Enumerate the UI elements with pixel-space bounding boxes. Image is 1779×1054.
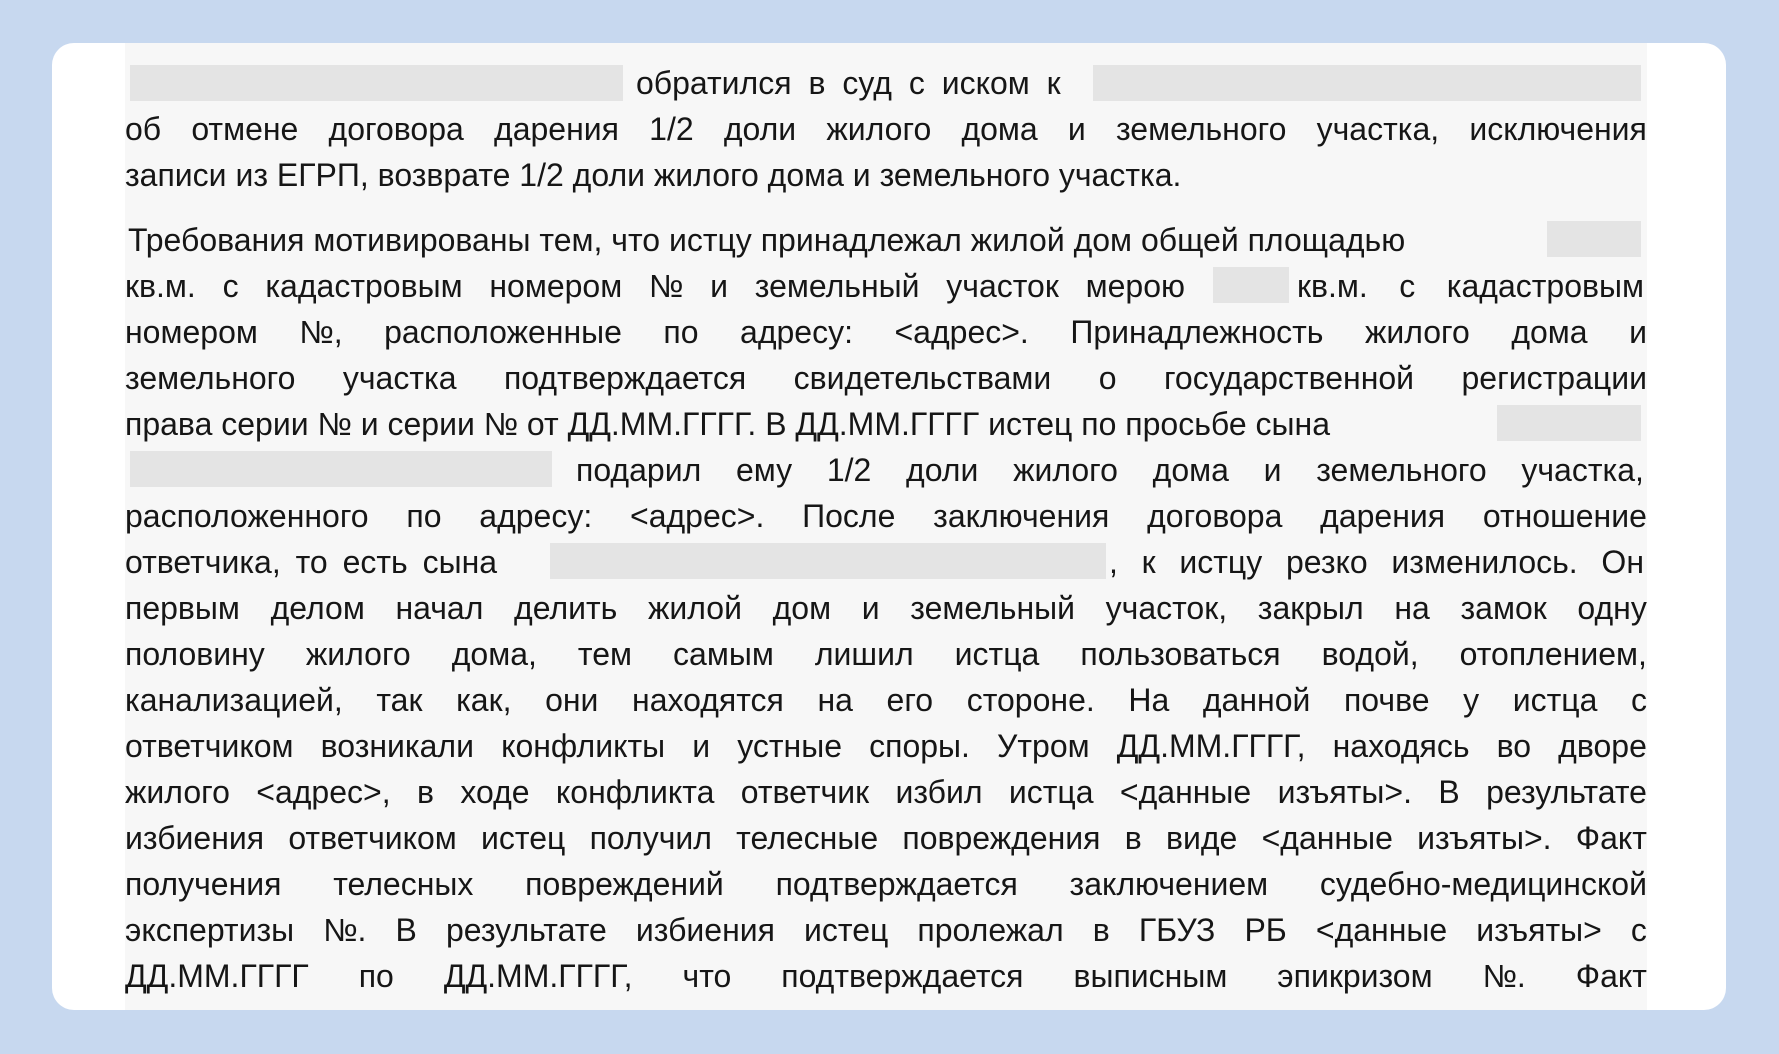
redaction-block	[550, 543, 1106, 579]
word: ему	[735, 452, 793, 488]
word: заключения	[933, 498, 1110, 534]
word: Он	[1601, 544, 1644, 580]
word: ДД.ММ.ГГГГ,	[443, 958, 633, 994]
word: ответчиком	[288, 820, 457, 856]
word: конфликты	[501, 728, 666, 764]
word: и	[692, 728, 711, 764]
word: В	[1438, 774, 1460, 810]
word: отмене	[191, 111, 299, 147]
word: телесные	[736, 820, 879, 856]
word: находятся	[632, 682, 784, 718]
word: истцу	[1179, 544, 1263, 580]
word: ответчиком	[125, 728, 294, 764]
word: в	[1124, 820, 1142, 856]
word: по	[663, 314, 699, 350]
word: тем	[577, 636, 633, 672]
word: кв.м.	[125, 268, 196, 304]
word: земельного	[125, 360, 296, 396]
word: изъяты>.	[1417, 820, 1552, 856]
word: подарил	[576, 452, 702, 488]
word: результате	[1486, 774, 1647, 810]
word: с	[222, 268, 239, 304]
word: самым	[673, 636, 774, 672]
word: ,	[1109, 544, 1118, 580]
word: на	[1394, 590, 1430, 626]
word: кадастровым	[1446, 268, 1644, 304]
word: с	[1630, 682, 1647, 718]
word: устные	[737, 728, 842, 764]
paragraph-2-line-4	[125, 355, 1647, 401]
word: договора	[328, 111, 464, 147]
word: земельный	[910, 590, 1075, 626]
paragraph-2-line-3	[125, 309, 1647, 355]
word: изъяты>.	[1277, 774, 1412, 810]
word: истец	[804, 912, 889, 948]
word: подтверждается	[503, 360, 747, 396]
word: <адрес>.	[630, 498, 765, 534]
word: дом	[772, 590, 832, 626]
word: его	[886, 682, 934, 718]
word: ответчик	[740, 774, 870, 810]
word: После	[802, 498, 896, 534]
word: земельного	[1115, 111, 1287, 147]
word: о	[1098, 360, 1117, 396]
word: договора	[1147, 498, 1283, 534]
word: На	[1128, 682, 1170, 718]
paragraph-2-line-15	[125, 861, 1647, 907]
word: и	[710, 268, 728, 304]
word: что	[682, 958, 732, 994]
word: данной	[1202, 682, 1311, 718]
word: и	[861, 590, 880, 626]
word: номером	[489, 268, 623, 304]
word: они	[545, 682, 599, 718]
paragraph-2-line-13	[125, 769, 1647, 815]
word: земельного	[1316, 452, 1487, 488]
word: участок	[946, 268, 1059, 304]
paragraph-2-line-5: права серии № и серии № от ДД.ММ.ГГГГ. В ДД.ММ.ГГГГ истец по просьбе сына	[125, 406, 1330, 442]
word: подтверждается	[775, 866, 1018, 902]
word: участка	[342, 360, 457, 396]
word: доли	[906, 452, 979, 488]
word: земельный	[754, 268, 920, 304]
word: адресу:	[740, 314, 853, 350]
word: по	[406, 498, 442, 534]
word: №.	[1482, 958, 1526, 994]
paragraph-2-line-11	[125, 677, 1647, 723]
word: участка,	[1316, 111, 1440, 147]
word: повреждения	[902, 820, 1101, 856]
word: адресу:	[479, 498, 593, 534]
word: почве	[1343, 682, 1430, 718]
word: жилой	[647, 590, 742, 626]
word: номером	[125, 314, 258, 350]
paragraph-2-line-9	[125, 585, 1647, 631]
word: ходе	[460, 774, 530, 810]
redaction-block	[1547, 221, 1641, 257]
word: пролежал	[917, 912, 1064, 948]
word: с	[1399, 268, 1416, 304]
word: <адрес>,	[256, 774, 391, 810]
paragraph-2-line-8b	[1109, 539, 1644, 585]
word: РБ	[1244, 912, 1287, 948]
word: мерою	[1085, 268, 1185, 304]
word: и	[1067, 111, 1086, 147]
word: и	[1629, 314, 1647, 350]
word: пользоваться	[1080, 636, 1281, 672]
word: истца	[954, 636, 1040, 672]
paragraph-1-line-2	[125, 106, 1647, 152]
document-text	[125, 43, 1647, 1010]
word: заключением	[1069, 866, 1269, 902]
word: 1/2	[826, 452, 872, 488]
paragraph-2-line-8a: ответчика, то есть сына	[125, 544, 498, 580]
word: <данные	[1119, 774, 1252, 810]
word: жилого	[125, 774, 230, 810]
word: избиения	[125, 820, 265, 856]
word: жилого	[826, 111, 932, 147]
word: изменилось.	[1391, 544, 1578, 580]
word: В	[395, 912, 417, 948]
word: канализацией,	[125, 682, 343, 718]
word: к	[1141, 544, 1156, 580]
paragraph-1-line-1: обратился в суд с иском к	[636, 65, 1061, 101]
word: в	[416, 774, 434, 810]
paragraph-2-line-7	[125, 493, 1647, 539]
word: получения	[125, 866, 282, 902]
word: повреждений	[525, 866, 724, 902]
paragraph-2-line-17	[125, 953, 1647, 999]
word: №.	[323, 912, 367, 948]
paragraph-2-line-16	[125, 907, 1647, 953]
word: как,	[456, 682, 512, 718]
word: дома	[1511, 314, 1588, 350]
word: виде	[1165, 820, 1238, 856]
redaction-block	[130, 65, 623, 101]
word: изъяты>	[1476, 912, 1602, 948]
word: истец	[481, 820, 566, 856]
redaction-block	[130, 451, 552, 487]
word: конфликта	[555, 774, 715, 810]
word: исключения	[1469, 111, 1647, 147]
word: жилого	[1364, 314, 1470, 350]
word: начал	[395, 590, 484, 626]
word: государственной	[1163, 360, 1415, 396]
word: свидетельствами	[793, 360, 1052, 396]
word: делом	[270, 590, 365, 626]
word: находясь	[1332, 728, 1470, 764]
word: дома,	[451, 636, 537, 672]
word: дарения	[494, 111, 619, 147]
word: на	[817, 682, 853, 718]
word: ГБУЗ	[1138, 912, 1216, 948]
word: кв.м.	[1297, 268, 1368, 304]
word: Принадлежность	[1070, 314, 1324, 350]
word: Факт	[1575, 820, 1647, 856]
word: споры.	[869, 728, 970, 764]
word: так	[376, 682, 423, 718]
word: у	[1463, 682, 1480, 718]
paragraph-2-line-2b	[1297, 263, 1644, 309]
paragraph-2-line-1: Требования мотивированы тем, что истцу принадлежал жилой дом общей площадью	[128, 222, 1406, 258]
word: 1/2	[649, 111, 694, 147]
word: одну	[1577, 590, 1647, 626]
word: и	[1263, 452, 1282, 488]
word: отоплением,	[1459, 636, 1647, 672]
word: Утром	[997, 728, 1090, 764]
paragraph-2-line-2a	[125, 263, 1185, 309]
word: истца	[1008, 774, 1094, 810]
word: телесных	[333, 866, 474, 902]
word: ДД.ММ.ГГГГ	[125, 958, 309, 994]
word: истца	[1512, 682, 1598, 718]
word: половину	[125, 636, 265, 672]
word: участок,	[1105, 590, 1228, 626]
paragraph-1-line-3: записи из ЕГРП, возврате 1/2 доли жилого дома и земельного участка.	[125, 157, 1182, 193]
word: замок	[1460, 590, 1547, 626]
word: доли	[723, 111, 797, 147]
redaction-block	[1497, 405, 1641, 441]
word: во	[1496, 728, 1532, 764]
word: №,	[299, 314, 343, 350]
word: расположенного	[125, 498, 369, 534]
word: лишил	[814, 636, 914, 672]
word: экспертизы	[125, 912, 295, 948]
word: об	[125, 111, 162, 147]
word: жилого	[1013, 452, 1118, 488]
paragraph-2-line-14	[125, 815, 1647, 861]
word: Факт	[1575, 958, 1647, 994]
word: стороне.	[966, 682, 1095, 718]
word: дворе	[1558, 728, 1647, 764]
word: <адрес>.	[894, 314, 1029, 350]
word: подтверждается	[781, 958, 1024, 994]
word: жилого	[305, 636, 411, 672]
word: закрыл	[1257, 590, 1364, 626]
word: №	[648, 268, 684, 304]
word: отношение	[1482, 498, 1647, 534]
word: эпикризом	[1277, 958, 1433, 994]
word: результате	[445, 912, 607, 948]
word: <данные	[1261, 820, 1393, 856]
content-card	[52, 43, 1726, 1010]
word: избил	[895, 774, 983, 810]
word: дома	[1152, 452, 1229, 488]
word: избиения	[635, 912, 775, 948]
word: по	[358, 958, 394, 994]
word: первым	[125, 590, 240, 626]
word: получил	[589, 820, 712, 856]
paragraph-2-line-10	[125, 631, 1647, 677]
word: судебно-медицинской	[1319, 866, 1647, 902]
word: <данные	[1315, 912, 1448, 948]
word: возникали	[320, 728, 474, 764]
word: резко	[1285, 544, 1368, 580]
word: регистрации	[1461, 360, 1647, 396]
word: делить	[514, 590, 618, 626]
word: в	[1092, 912, 1110, 948]
word: дарения	[1320, 498, 1446, 534]
redaction-block	[1213, 267, 1289, 303]
word: водой,	[1321, 636, 1419, 672]
word: дома	[961, 111, 1038, 147]
word: ДД.ММ.ГГГГ,	[1116, 728, 1306, 764]
word: выписным	[1073, 958, 1228, 994]
paragraph-2-line-12	[125, 723, 1647, 769]
word: с	[1630, 912, 1647, 948]
word: кадастровым	[265, 268, 463, 304]
word: расположенные	[384, 314, 622, 350]
paragraph-2-line-6	[576, 447, 1644, 493]
redaction-block	[1093, 65, 1641, 101]
word: участка,	[1521, 452, 1644, 488]
